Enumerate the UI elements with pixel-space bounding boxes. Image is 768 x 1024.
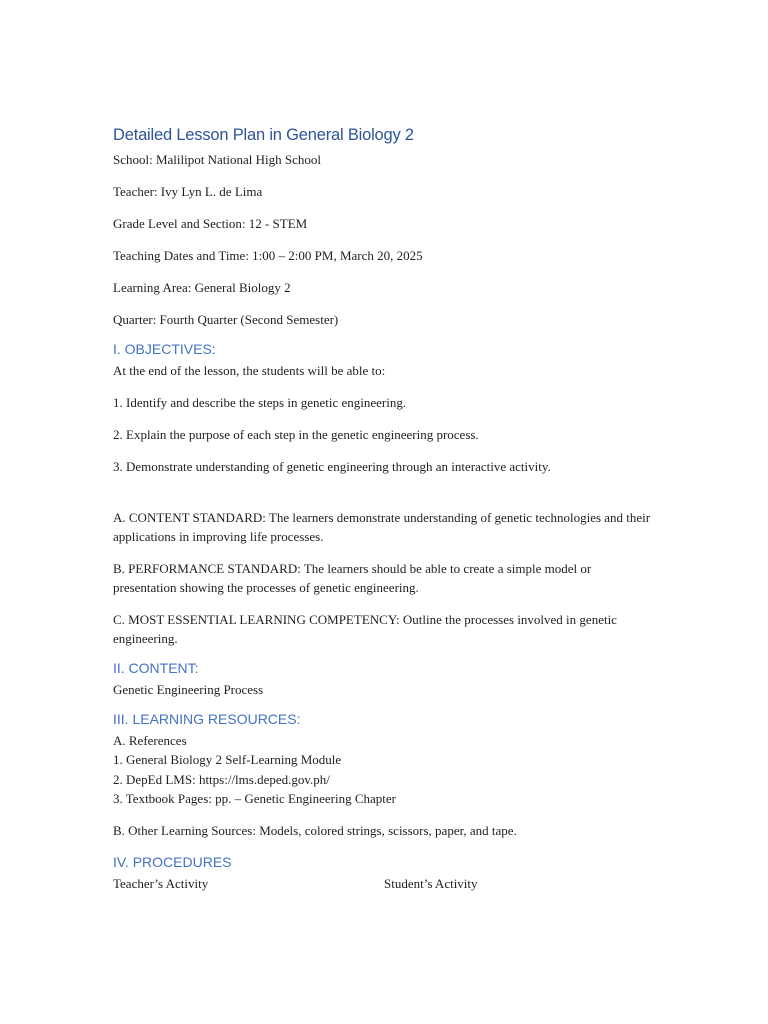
other-learning-sources: B. Other Learning Sources: Models, colored strings, scissors, paper, and tape. (113, 823, 517, 839)
content-text: Genetic Engineering Process (113, 682, 264, 697)
document-body (113, 123, 653, 893)
procedures-heading: IV. PROCEDURES (113, 854, 232, 871)
document-title: Detailed Lesson Plan in General Biology 2 (113, 126, 414, 144)
info-learning-area: Learning Area: General Biology 2 (113, 280, 291, 295)
info-teacher: Teacher: Ivy Lyn L. de Lima (113, 184, 263, 199)
references-label: A. References (113, 733, 187, 748)
objective-item: 1. Identify and describe the steps in genetic engineering. (113, 395, 407, 410)
reference-item: 1. General Biology 2 Self-Learning Module (113, 752, 342, 768)
teacher-activity-header: Teacher’s Activity (113, 876, 209, 892)
info-teaching-dates: Teaching Dates and Time: 1:00 – 2:00 PM, March 20, 2025 (113, 248, 423, 263)
learning-competency: C. MOST ESSENTIAL LEARNING COMPETENCY: Outline the processes involved in genetic engineering. (113, 612, 617, 646)
blank-line (113, 476, 653, 495)
info-quarter: Quarter: Fourth Quarter (Second Semester) (113, 312, 339, 327)
objective-item: 2. Explain the purpose of each step in the genetic engineering process. (113, 427, 479, 442)
content-heading: II. CONTENT: (113, 660, 199, 676)
performance-standard: B. PERFORMANCE STANDARD: The learners should be able to create a simple model or presentation showing the processes of genetic engineering. (113, 561, 592, 595)
content-standard: A. CONTENT STANDARD: The learners demonstrate understanding of genetic technologies and their applications in improving life processes. (113, 510, 651, 544)
student-activity-header: Student’s Activity (384, 876, 478, 892)
reference-item: 2. DepEd LMS: https://lms.deped.gov.ph/ (113, 771, 330, 787)
info-grade-section: Grade Level and Section: 12 - STEM (113, 216, 308, 231)
resources-heading: III. LEARNING RESOURCES: (113, 711, 301, 727)
objectives-heading: I. OBJECTIVES: (113, 341, 216, 357)
procedures-columns (113, 874, 653, 893)
info-school: School: Malilipot National High School (113, 152, 321, 167)
reference-item: 3. Textbook Pages: pp. – Genetic Engineering Chapter (113, 790, 396, 806)
objectives-intro: At the end of the lesson, the students will be able to: (113, 363, 386, 378)
objective-item: 3. Demonstrate understanding of genetic engineering through an interactive activity. (113, 459, 551, 474)
